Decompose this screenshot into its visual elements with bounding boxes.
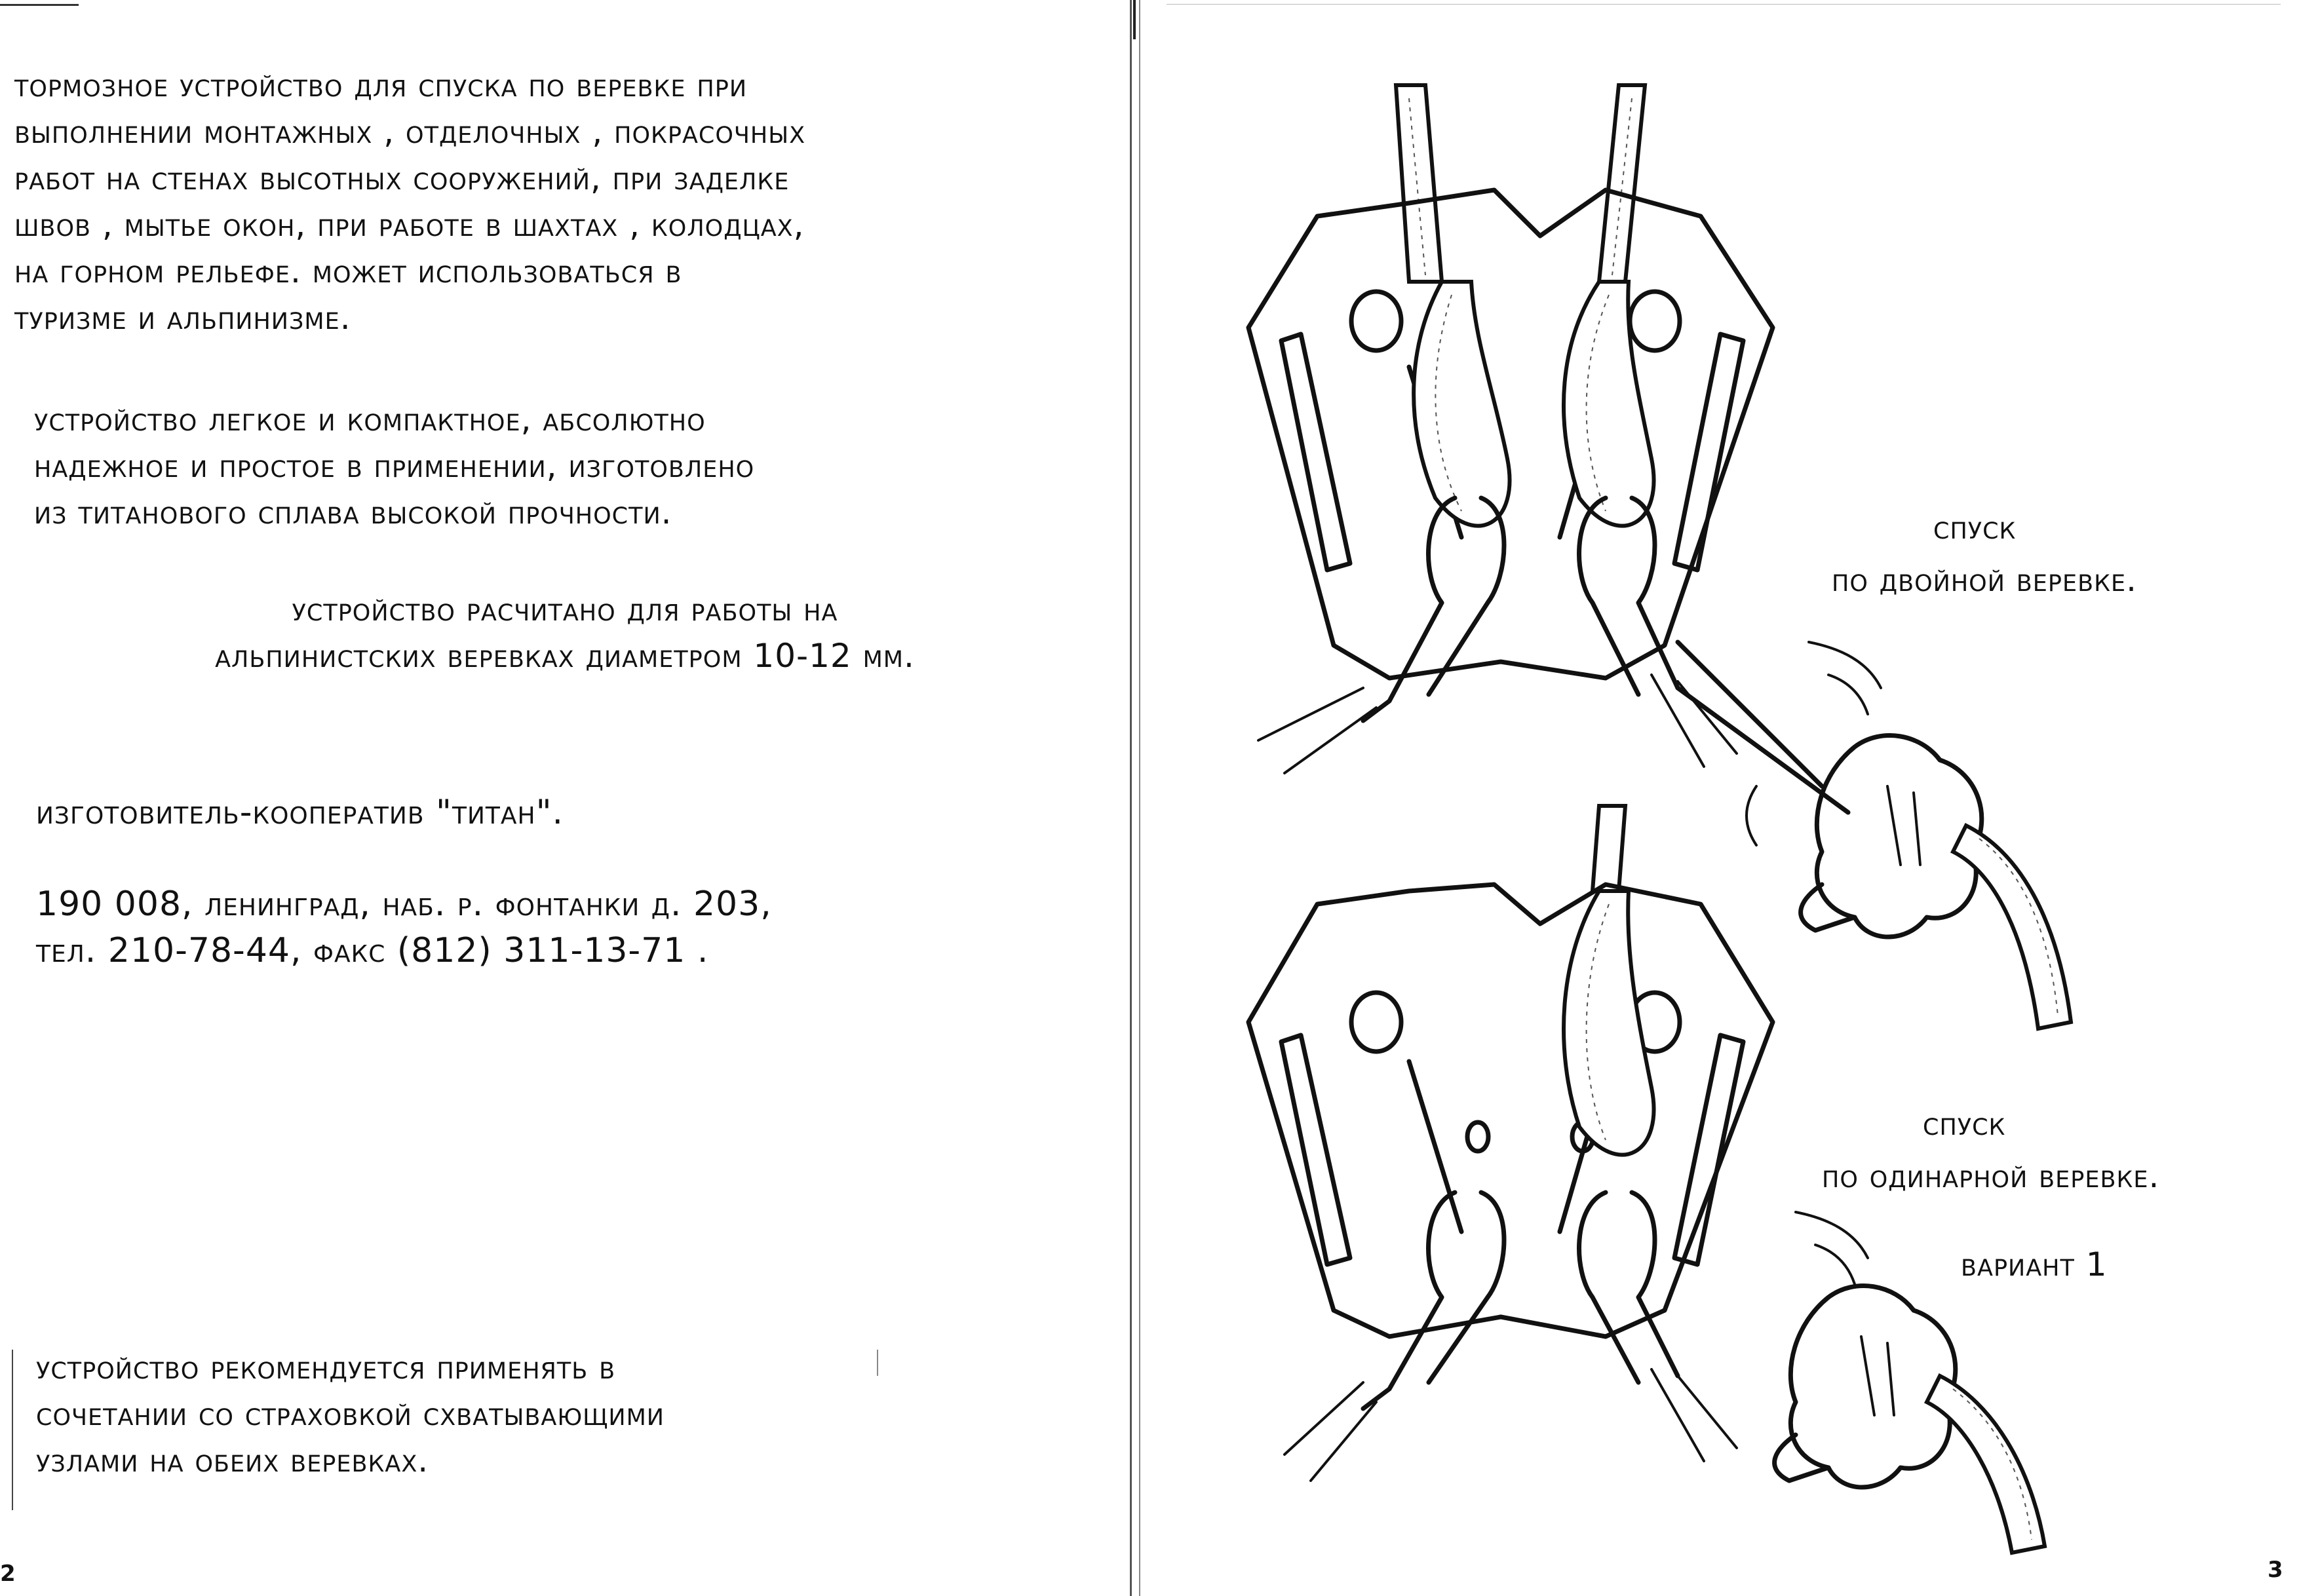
book-spine — [1130, 0, 1143, 1596]
address-block: 190 008, ленинград, наб. р. фонтанки д. 203, тел. 210-78-44, факс (812) 311-13-71 . — [36, 884, 772, 970]
features-paragraph: устройство легкое и компактное, абсолютно надежное и простое в применении, изготовлено из титанового сплава высокой прочности. — [34, 400, 755, 531]
figure-2-variant-label: вариант 1 — [1961, 1245, 2108, 1283]
figure-2-caption-subtitle: по одинарной веревке. — [1822, 1157, 2160, 1195]
left-page — [0, 0, 1130, 1596]
figure-1-caption-title: спуск — [1933, 508, 2017, 546]
figure-1-caption-subtitle: по двойной веревке. — [1832, 561, 2138, 599]
manufacturer-line: изготовитель-кооператив "титан". — [36, 793, 564, 832]
intro-paragraph: тормозное устройство для спуска по веревке при выполнении монтажных , отделочных , покрасочных работ на стенах высотных сооружений, при заделке швов , мытье окон, при работе в шахтах , колодцах, на горном рельефе. может использоваться в туризме и альпинизме. — [14, 66, 806, 337]
recommendation-paragraph: устройство рекомендуется применять в сочетании со страховкой схватывающими узлами на обеих веревках. — [36, 1348, 665, 1479]
right-page — [1143, 0, 2299, 1596]
page-number-left: 2 — [0, 1561, 16, 1587]
rope-diameter-paragraph: устройство расчитано для работы на альпинистских веревках диаметром 10-12 мм. — [215, 590, 915, 675]
page-number-right: 3 — [2268, 1557, 2283, 1583]
figure-2-caption-title: спуск — [1923, 1105, 2006, 1143]
